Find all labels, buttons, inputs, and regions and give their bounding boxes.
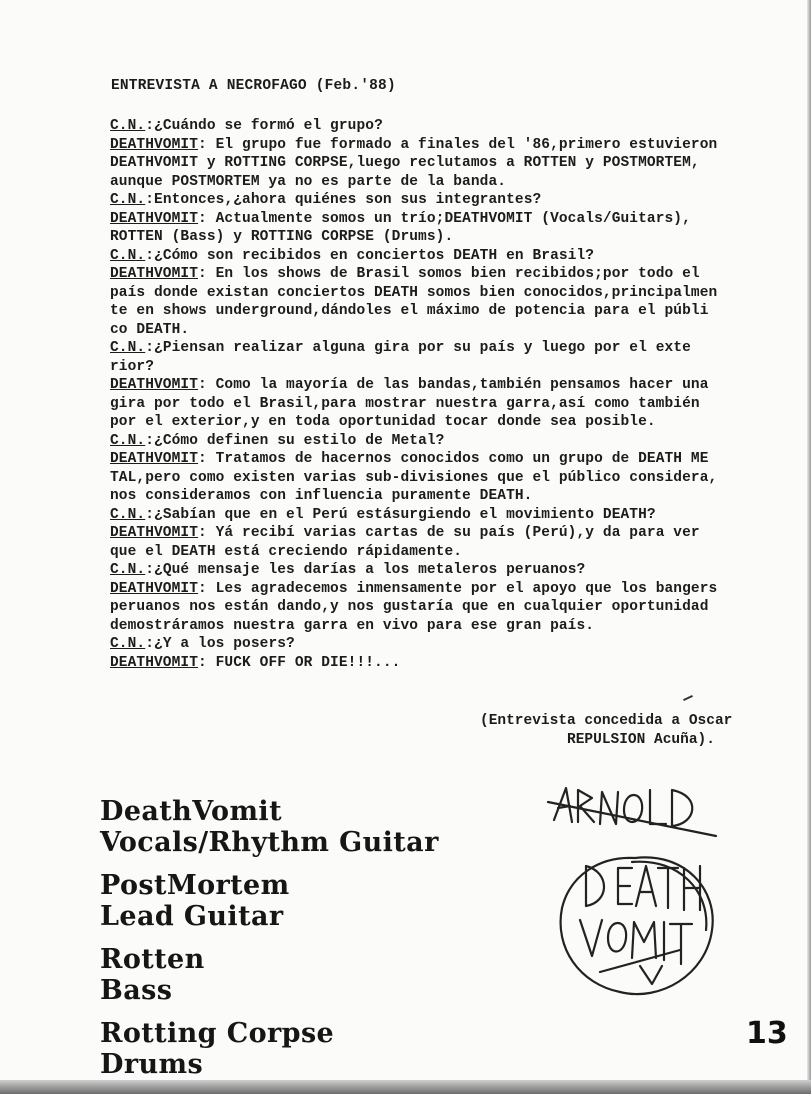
speaker-label: DEATHVOMIT — [110, 525, 199, 541]
page-number: 13 — [746, 1016, 788, 1051]
roster-member — [100, 796, 439, 858]
speaker-label: C.N. — [110, 562, 146, 578]
interview-line — [110, 654, 774, 673]
interview-line — [110, 191, 774, 210]
member-role: Vocals/Rhythm Guitar — [100, 827, 439, 858]
speaker-separator: : — [198, 580, 207, 597]
member-role: Bass — [100, 975, 173, 1006]
speaker-label: C.N. — [110, 432, 146, 449]
interview-line — [110, 247, 774, 266]
interview-text-body: Como la mayoría de las bandas,también pensamos hacer una gira por todo el Brasil,para mostrar nuestra garra,así como también por el exterior,y en toda oportunidad tocar donde sea posible. — [110, 377, 709, 430]
speaker-separator: : — [145, 118, 155, 134]
interview-text-body: Entonces,¿ahora quiénes son sus integrantes? — [154, 192, 542, 208]
roster-member — [100, 1018, 439, 1080]
pen-mark — [683, 695, 693, 701]
member-name: PostMortem — [100, 870, 290, 901]
interview-text-body: ¿Cómo son recibidos en conciertos DEATH en Brasil? — [154, 247, 595, 264]
speaker-separator: : — [198, 451, 207, 467]
interview-text-body: ¿Qué mensaje les darías a los metaleros peruanos? — [154, 562, 586, 578]
speaker-separator: : — [198, 525, 207, 541]
speaker-label: C.N. — [110, 192, 146, 208]
page-title: ENTREVISTA A NECROFAGO (Feb.'88) — [111, 78, 396, 94]
interview-text-body: ¿Cómo definen su estilo de Metal? — [154, 432, 445, 449]
member-name: Rotting Corpse — [100, 1018, 335, 1049]
interview-line — [110, 265, 774, 339]
speaker-separator: : — [145, 562, 155, 578]
speaker-label: DEATHVOMIT — [110, 136, 199, 153]
speaker-label: DEATHVOMIT — [110, 210, 199, 227]
speaker-separator: : — [198, 654, 207, 671]
interview-text-body: ¿Y a los posers? — [154, 636, 295, 652]
page-bottom-shadow — [0, 1080, 811, 1094]
interview-text-body: Yá recibí varias cartas de su país (Perú),y da para ver que el DEATH está creciendo rápidamente. — [110, 525, 700, 560]
speaker-separator: : — [198, 377, 207, 393]
speaker-separator: : — [145, 192, 155, 208]
member-role: Lead Guitar — [100, 901, 284, 932]
speaker-label: C.N. — [110, 247, 146, 264]
member-name: Rotten — [100, 944, 205, 975]
interview-text-body: El grupo fue formado a finales del '86,primero estuvieron DEATHVOMIT y ROTTING CORPSE,luego reclutamos a ROTTEN y POSTMORTEM, aunque POSTMORTEM ya no es parte de la banda. — [110, 136, 718, 190]
speaker-label: C.N. — [110, 506, 146, 523]
speaker-separator: : — [145, 506, 155, 523]
speaker-label: C.N. — [110, 118, 146, 134]
page-edge-shadow — [807, 0, 811, 1094]
interview-credit: (Entrevista concedida a Oscar REPULSION Acuña). — [480, 713, 733, 748]
interview-line — [110, 432, 774, 451]
interview-line — [110, 339, 774, 376]
speaker-label: DEATHVOMIT — [110, 377, 199, 393]
interview-text-body: ¿Piensan realizar alguna gira por su país y luego por el exte rior? — [110, 340, 691, 375]
speaker-label: DEATHVOMIT — [110, 451, 199, 467]
speaker-label: C.N. — [110, 340, 146, 356]
interview-line — [110, 580, 774, 636]
band-roster — [100, 796, 439, 1080]
interview-text-body: ¿Cuándo se formó el grupo? — [154, 118, 383, 134]
interview-line — [110, 506, 774, 525]
speaker-label: C.N. — [110, 636, 146, 652]
interview-line — [110, 524, 774, 561]
interview-line — [110, 635, 774, 654]
interview-line — [110, 136, 774, 192]
speaker-separator: : — [145, 432, 155, 449]
interview-line — [110, 376, 774, 432]
speaker-separator: : — [145, 636, 155, 652]
interview-line — [110, 450, 774, 506]
speaker-separator: : — [198, 210, 207, 227]
interview-line — [110, 561, 774, 580]
member-role: Drums — [100, 1049, 204, 1080]
signature-logo — [540, 780, 730, 1010]
interview-text-body: Les agradecemos inmensamente por el apoyo que los bangers peruanos nos están dando,y nos gustaría que en cualquier oportunidad demostráramos nuestra garra en vivo para ese gran país. — [110, 580, 718, 634]
interview-text-body: Tratamos de hacernos conocidos como un grupo de DEATH ME TAL,pero como existen varias sub-divisiones que el público considera, nos consideramos con influencia puramente DEATH. — [110, 451, 718, 504]
interview-line — [110, 210, 774, 247]
interview-text-body: En los shows de Brasil somos bien recibidos;por todo el país donde existan conciertos DEATH somos bien conocidos,principalmen te en shows underground,dándoles el máximo de potencia para el públi co DEATH. — [110, 266, 718, 338]
speaker-label: DEATHVOMIT — [110, 580, 199, 597]
interview-text-body: Actualmente somos un trío;DEATHVOMIT (Vocals/Guitars), ROTTEN (Bass) y ROTTING CORPSE (Drums). — [110, 210, 691, 245]
speaker-separator: : — [145, 247, 155, 264]
speaker-separator: : — [145, 340, 155, 356]
speaker-separator: : — [198, 136, 207, 153]
speaker-separator: : — [198, 266, 207, 282]
member-name: DeathVomit — [100, 796, 282, 827]
speaker-label: DEATHVOMIT — [110, 266, 199, 282]
interview-text-body: ¿Sabían que en el Perú estásurgiendo el movimiento DEATH? — [154, 506, 656, 523]
roster-member — [100, 870, 439, 932]
interview-line — [110, 117, 774, 136]
speaker-label: DEATHVOMIT — [110, 654, 199, 671]
interview-text — [110, 117, 774, 672]
interview-text-body: FUCK OFF OR DIE!!!... — [206, 654, 401, 671]
roster-member — [100, 944, 439, 1006]
